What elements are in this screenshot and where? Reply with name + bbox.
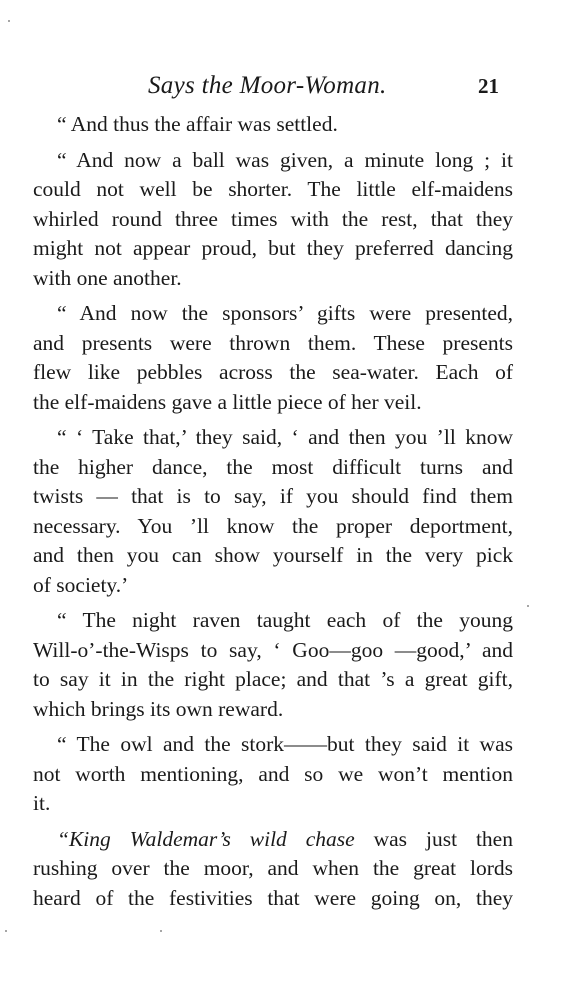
- text-line: [33, 789, 513, 819]
- text-line: [33, 299, 513, 329]
- body-text: [33, 110, 513, 913]
- text-segment: not worth mentioning, and so we won’t mention: [33, 761, 513, 786]
- text-segment: “ And now the sponsors’ gifts were presented,: [57, 301, 513, 325]
- text-line: [33, 571, 513, 601]
- paragraph: [33, 423, 513, 600]
- paragraph: [33, 299, 513, 417]
- italic-text: “King Waldemar’s wild chase: [57, 826, 355, 851]
- text-line: [33, 175, 513, 205]
- text-line: [33, 884, 513, 914]
- text-segment: necessary. You ’ll know the proper deportment,: [33, 513, 513, 538]
- text-segment: the higher dance, the most difficult turns and: [33, 454, 513, 479]
- text-line: [33, 541, 513, 571]
- text-line: [33, 606, 513, 636]
- paragraph: [33, 110, 513, 140]
- text-line: [33, 453, 513, 483]
- text-line: [33, 695, 513, 725]
- text-line: [33, 358, 513, 388]
- text-segment: rushing over the moor, and when the great lords: [33, 856, 513, 880]
- text-segment: twists — that is to say, if you should find them: [33, 484, 513, 508]
- text-segment: “ The owl and the stork——but they said it was: [57, 732, 513, 756]
- text-segment: and then you can show yourself in the very pick: [33, 543, 513, 567]
- text-line: [33, 760, 513, 790]
- text-line: [33, 234, 513, 264]
- paragraph: [33, 730, 513, 819]
- text-segment: the elf-maidens gave a little piece of her veil.: [33, 389, 422, 414]
- text-line: [33, 205, 513, 235]
- paper-speck: [160, 930, 162, 932]
- text-segment: it.: [33, 791, 51, 815]
- text-segment: of society.’: [33, 572, 129, 597]
- text-line: [33, 146, 513, 176]
- text-line: [33, 329, 513, 359]
- paragraph: [33, 825, 513, 914]
- text-segment: whirled round three times with the rest, that they: [33, 206, 513, 231]
- text-segment: with one another.: [33, 265, 182, 290]
- paper-speck: [8, 20, 10, 22]
- text-segment: Will-o’-the-Wisps to say, ‘ Goo—goo —good,’ and: [33, 637, 513, 662]
- paper-speck: [527, 605, 529, 607]
- paragraph: [33, 606, 513, 724]
- text-segment: flew like pebbles across the sea-water. Each of: [33, 360, 513, 384]
- text-segment: “ The night raven taught each of the young: [57, 608, 513, 632]
- text-segment: to say it in the right place; and that ’s a great gift,: [33, 667, 513, 691]
- running-head: [0, 72, 587, 102]
- text-segment: which brings its own reward.: [33, 696, 284, 721]
- text-line: [33, 110, 513, 140]
- text-segment: “ And now a ball was given, a minute long ; it: [57, 147, 513, 172]
- text-segment: and presents were thrown them. These presents: [33, 330, 513, 355]
- paper-speck: [5, 930, 7, 932]
- text-segment: might not appear proud, but they preferred dancing: [33, 236, 513, 260]
- running-title: Says the Moor-Woman.: [148, 72, 387, 99]
- text-line: [33, 730, 513, 760]
- text-line: [33, 825, 513, 855]
- text-line: [33, 423, 513, 453]
- text-line: [33, 636, 513, 666]
- text-line: [33, 388, 513, 418]
- text-segment: heard of the festivities that were going on, they: [33, 885, 513, 910]
- paragraph: [33, 146, 513, 294]
- text-line: [33, 512, 513, 542]
- text-segment: “ And thus the affair was settled.: [57, 112, 338, 136]
- page-number: 21: [478, 74, 499, 98]
- text-segment: “ ‘ Take that,’ they said, ‘ and then you ’ll know: [57, 425, 513, 449]
- text-line: [33, 482, 513, 512]
- text-line: [33, 854, 513, 884]
- text-segment: was just then: [354, 826, 513, 851]
- text-segment: could not well be shorter. The little elf-maidens: [33, 177, 513, 201]
- text-line: [33, 665, 513, 695]
- text-line: [33, 264, 513, 294]
